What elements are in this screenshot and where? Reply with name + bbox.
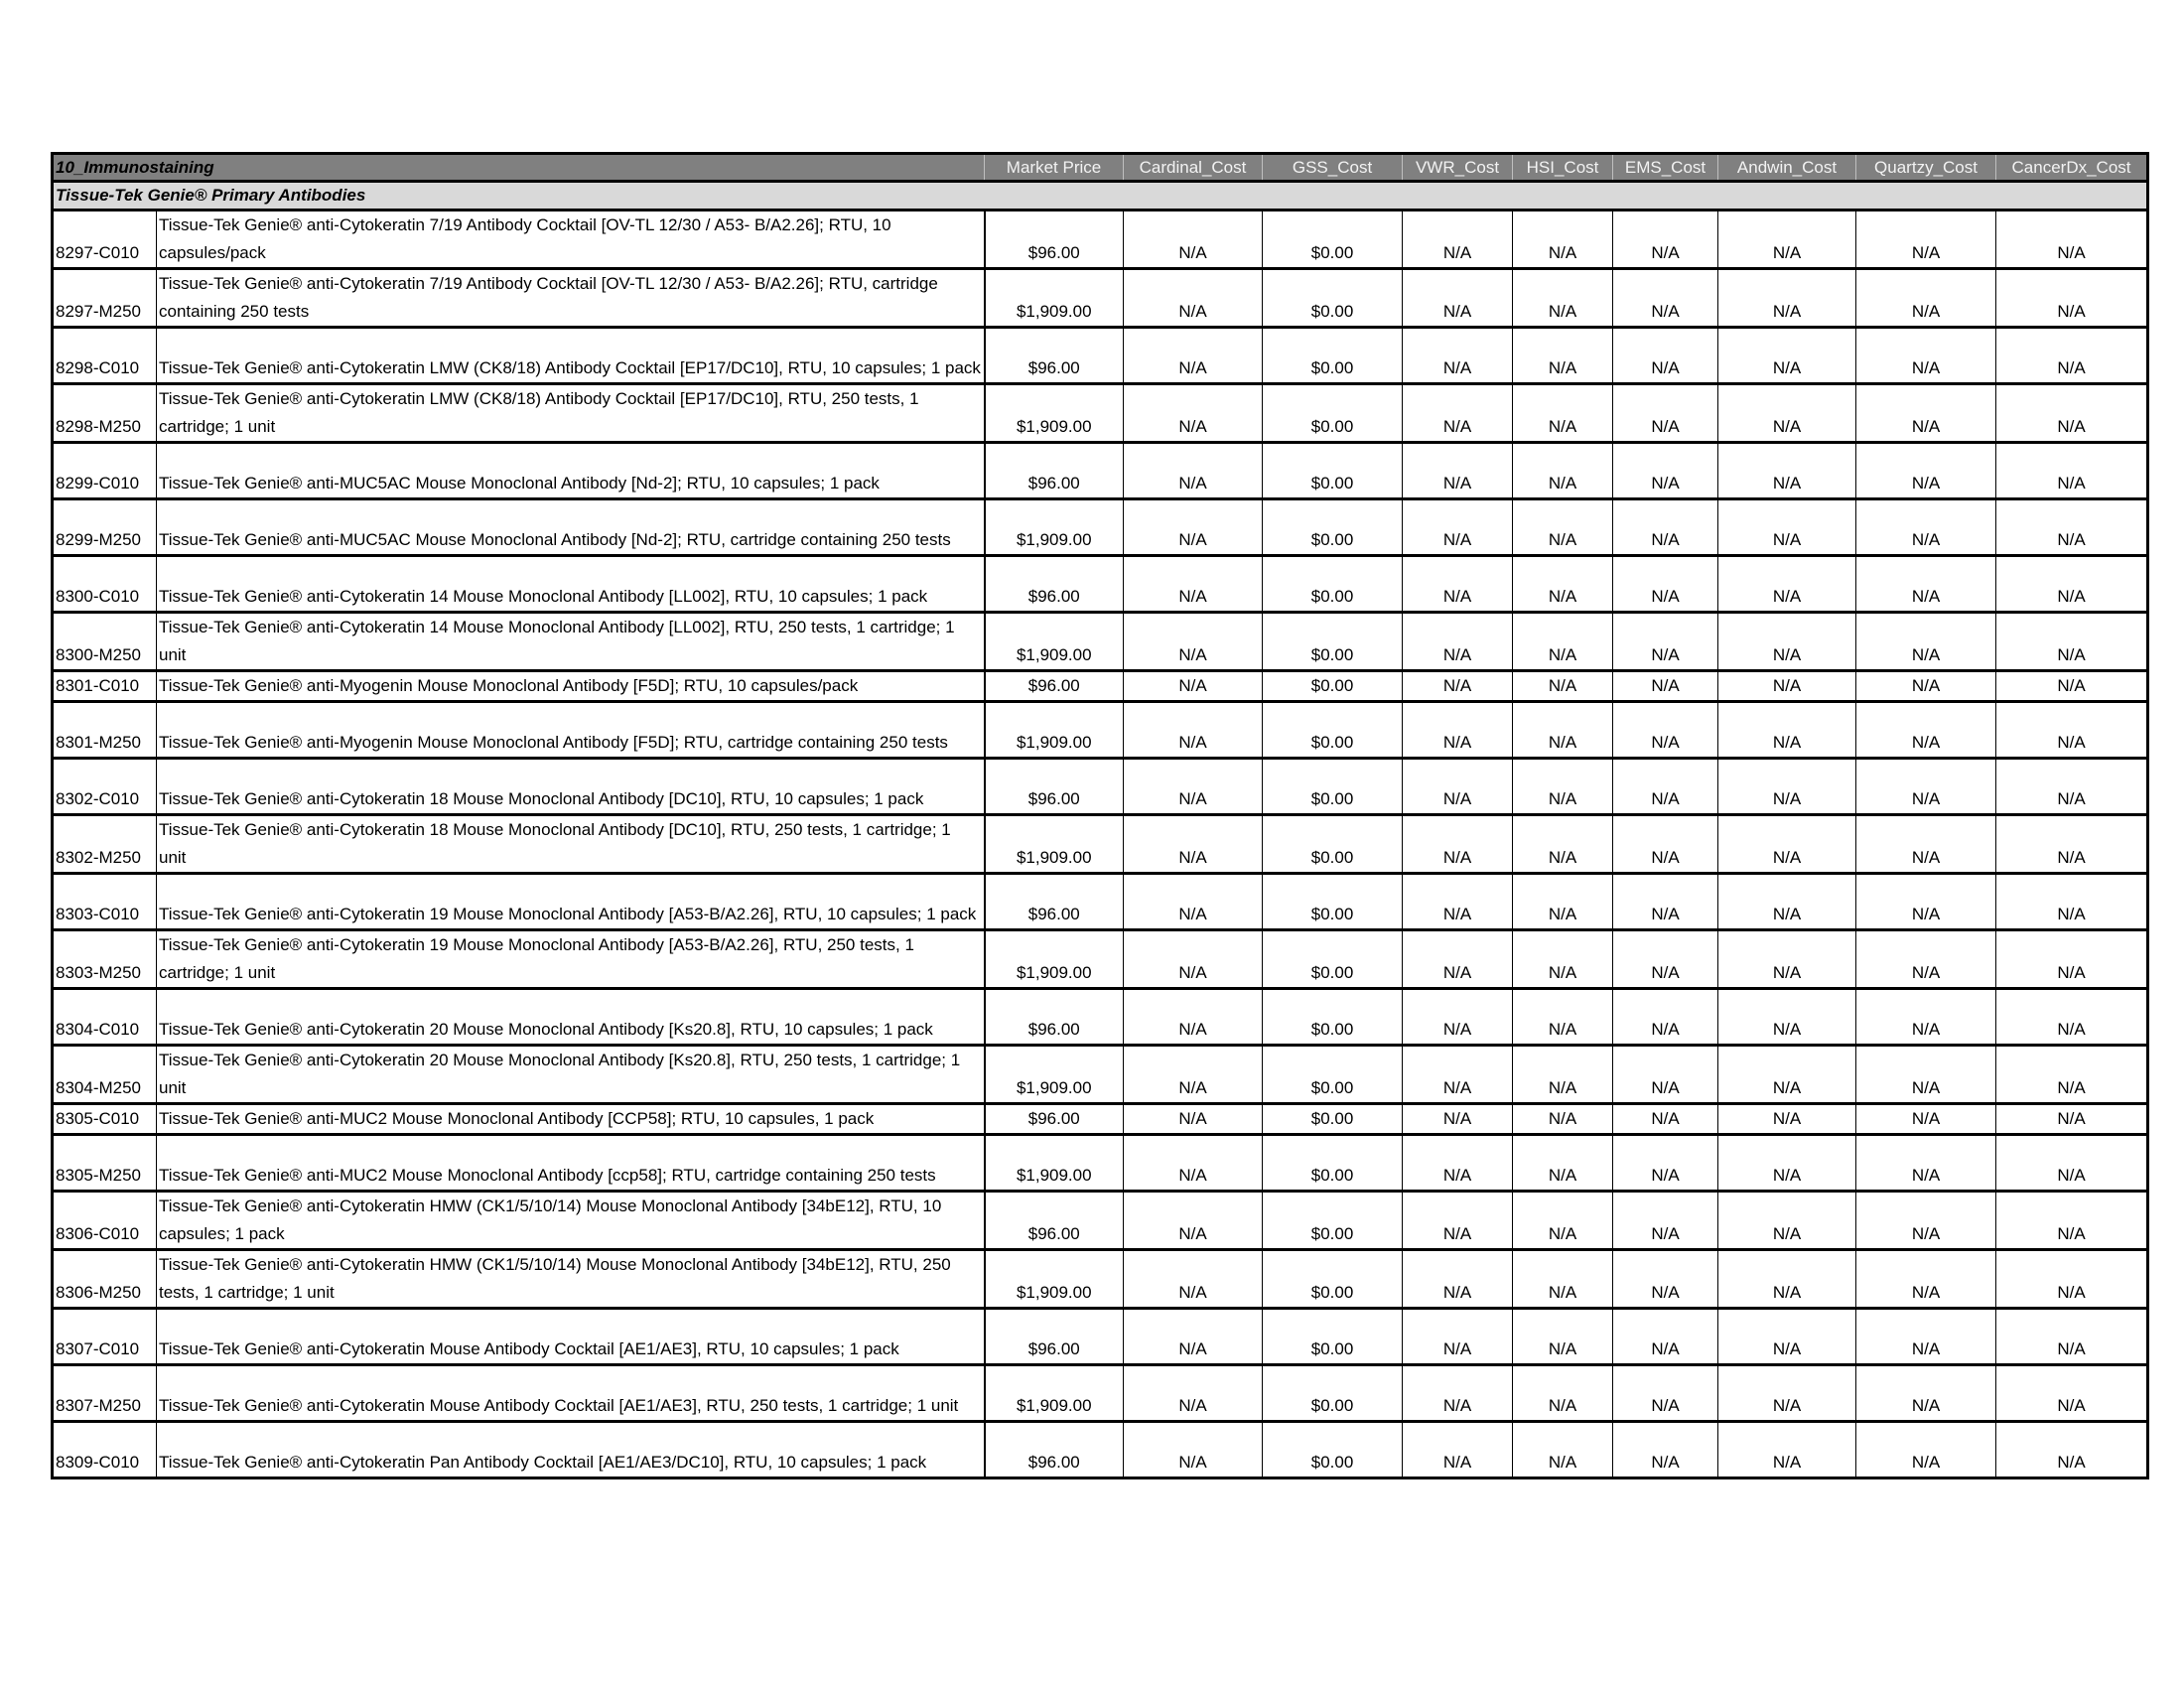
ems-cost-cell: N/A	[1613, 384, 1718, 443]
andwin-cost-cell: N/A	[1718, 1104, 1856, 1135]
andwin-cost-cell: N/A	[1718, 815, 1856, 874]
table-row	[53, 384, 2148, 443]
ems-cost-cell: N/A	[1613, 1135, 1718, 1192]
gss-cost-cell: $0.00	[1263, 1192, 1403, 1250]
column-header-ems-cost: EMS_Cost	[1613, 154, 1718, 182]
hsi-cost-cell: N/A	[1513, 556, 1613, 613]
price-table	[51, 152, 2149, 1479]
sku-cell: 8298-M250	[53, 384, 157, 443]
market-price-cell: $96.00	[985, 874, 1124, 930]
cardinal-cost-cell: N/A	[1124, 269, 1263, 328]
sku-cell: 8299-M250	[53, 499, 157, 556]
hsi-cost-cell: N/A	[1513, 1250, 1613, 1309]
andwin-cost-cell: N/A	[1718, 1365, 1856, 1422]
table-row	[53, 1422, 2148, 1478]
description-cell: Tissue-Tek Genie® anti-Cytokeratin 20 Mouse Monoclonal Antibody [Ks20.8], RTU, 10 capsules; 1 pack	[157, 989, 985, 1046]
sku-cell: 8301-M250	[53, 702, 157, 759]
description-cell: Tissue-Tek Genie® anti-Cytokeratin 19 Mouse Monoclonal Antibody [A53-B/A2.26], RTU, 10 capsules; 1 pack	[157, 874, 985, 930]
vwr-cost-cell: N/A	[1403, 328, 1513, 384]
cancerdx-cost-cell: N/A	[1996, 1192, 2148, 1250]
sku-cell: 8299-C010	[53, 443, 157, 499]
market-price-cell: $96.00	[985, 759, 1124, 815]
vwr-cost-cell: N/A	[1403, 1422, 1513, 1478]
market-price-cell: $1,909.00	[985, 930, 1124, 989]
cardinal-cost-cell: N/A	[1124, 443, 1263, 499]
gss-cost-cell: $0.00	[1263, 702, 1403, 759]
description-cell: Tissue-Tek Genie® anti-Cytokeratin LMW (CK8/18) Antibody Cocktail [EP17/DC10], RTU, 250 tests, 1 cartridge; 1 unit	[157, 384, 985, 443]
cardinal-cost-cell: N/A	[1124, 556, 1263, 613]
quartzy-cost-cell: N/A	[1856, 1309, 1996, 1365]
quartzy-cost-cell: N/A	[1856, 671, 1996, 702]
cancerdx-cost-cell: N/A	[1996, 613, 2148, 671]
cancerdx-cost-cell: N/A	[1996, 989, 2148, 1046]
sku-cell: 8309-C010	[53, 1422, 157, 1478]
market-price-cell: $1,909.00	[985, 1365, 1124, 1422]
market-price-cell: $96.00	[985, 671, 1124, 702]
cardinal-cost-cell: N/A	[1124, 613, 1263, 671]
andwin-cost-cell: N/A	[1718, 671, 1856, 702]
table-row	[53, 1046, 2148, 1104]
andwin-cost-cell: N/A	[1718, 556, 1856, 613]
vwr-cost-cell: N/A	[1403, 613, 1513, 671]
cancerdx-cost-cell: N/A	[1996, 328, 2148, 384]
quartzy-cost-cell: N/A	[1856, 1135, 1996, 1192]
market-price-cell: $96.00	[985, 1104, 1124, 1135]
gss-cost-cell: $0.00	[1263, 989, 1403, 1046]
gss-cost-cell: $0.00	[1263, 211, 1403, 269]
andwin-cost-cell: N/A	[1718, 211, 1856, 269]
ems-cost-cell: N/A	[1613, 499, 1718, 556]
market-price-cell: $96.00	[985, 1309, 1124, 1365]
description-cell: Tissue-Tek Genie® anti-Cytokeratin Pan Antibody Cocktail [AE1/AE3/DC10], RTU, 10 capsules; 1 pack	[157, 1422, 985, 1478]
ems-cost-cell: N/A	[1613, 1422, 1718, 1478]
description-cell: Tissue-Tek Genie® anti-Cytokeratin Mouse Antibody Cocktail [AE1/AE3], RTU, 10 capsules; 1 pack	[157, 1309, 985, 1365]
hsi-cost-cell: N/A	[1513, 1422, 1613, 1478]
cardinal-cost-cell: N/A	[1124, 702, 1263, 759]
gss-cost-cell: $0.00	[1263, 384, 1403, 443]
description-cell: Tissue-Tek Genie® anti-MUC2 Mouse Monoclonal Antibody [ccp58]; RTU, cartridge containing 250 tests	[157, 1135, 985, 1192]
market-price-cell: $1,909.00	[985, 702, 1124, 759]
cardinal-cost-cell: N/A	[1124, 930, 1263, 989]
table-row	[53, 443, 2148, 499]
market-price-cell: $96.00	[985, 211, 1124, 269]
hsi-cost-cell: N/A	[1513, 759, 1613, 815]
table-row	[53, 1250, 2148, 1309]
section-title: 10_Immunostaining	[53, 154, 985, 182]
table-row	[53, 211, 2148, 269]
table-row	[53, 930, 2148, 989]
description-cell: Tissue-Tek Genie® anti-Cytokeratin 14 Mouse Monoclonal Antibody [LL002], RTU, 10 capsules; 1 pack	[157, 556, 985, 613]
sku-cell: 8306-M250	[53, 1250, 157, 1309]
market-price-cell: $1,909.00	[985, 384, 1124, 443]
cancerdx-cost-cell: N/A	[1996, 556, 2148, 613]
description-cell: Tissue-Tek Genie® anti-Cytokeratin 18 Mouse Monoclonal Antibody [DC10], RTU, 250 tests, 1 cartridge; 1 unit	[157, 815, 985, 874]
gss-cost-cell: $0.00	[1263, 759, 1403, 815]
table-row	[53, 269, 2148, 328]
vwr-cost-cell: N/A	[1403, 1046, 1513, 1104]
cardinal-cost-cell: N/A	[1124, 1250, 1263, 1309]
quartzy-cost-cell: N/A	[1856, 556, 1996, 613]
gss-cost-cell: $0.00	[1263, 1046, 1403, 1104]
vwr-cost-cell: N/A	[1403, 384, 1513, 443]
ems-cost-cell: N/A	[1613, 269, 1718, 328]
cancerdx-cost-cell: N/A	[1996, 1422, 2148, 1478]
sku-cell: 8303-M250	[53, 930, 157, 989]
ems-cost-cell: N/A	[1613, 1250, 1718, 1309]
table-row	[53, 1309, 2148, 1365]
ems-cost-cell: N/A	[1613, 930, 1718, 989]
hsi-cost-cell: N/A	[1513, 930, 1613, 989]
vwr-cost-cell: N/A	[1403, 1309, 1513, 1365]
gss-cost-cell: $0.00	[1263, 1135, 1403, 1192]
andwin-cost-cell: N/A	[1718, 1309, 1856, 1365]
description-cell: Tissue-Tek Genie® anti-Cytokeratin 20 Mouse Monoclonal Antibody [Ks20.8], RTU, 250 tests, 1 cartridge; 1 unit	[157, 1046, 985, 1104]
sku-cell: 8298-C010	[53, 328, 157, 384]
market-price-cell: $96.00	[985, 556, 1124, 613]
quartzy-cost-cell: N/A	[1856, 443, 1996, 499]
market-price-cell: $1,909.00	[985, 1135, 1124, 1192]
vwr-cost-cell: N/A	[1403, 1192, 1513, 1250]
table-row	[53, 671, 2148, 702]
description-cell: Tissue-Tek Genie® anti-Cytokeratin Mouse Antibody Cocktail [AE1/AE3], RTU, 250 tests, 1 cartridge; 1 unit	[157, 1365, 985, 1422]
quartzy-cost-cell: N/A	[1856, 499, 1996, 556]
cardinal-cost-cell: N/A	[1124, 759, 1263, 815]
andwin-cost-cell: N/A	[1718, 989, 1856, 1046]
gss-cost-cell: $0.00	[1263, 1250, 1403, 1309]
quartzy-cost-cell: N/A	[1856, 759, 1996, 815]
column-header-vwr-cost: VWR_Cost	[1403, 154, 1513, 182]
cardinal-cost-cell: N/A	[1124, 1192, 1263, 1250]
hsi-cost-cell: N/A	[1513, 1309, 1613, 1365]
table-row	[53, 702, 2148, 759]
sku-cell: 8297-M250	[53, 269, 157, 328]
quartzy-cost-cell: N/A	[1856, 930, 1996, 989]
andwin-cost-cell: N/A	[1718, 1046, 1856, 1104]
vwr-cost-cell: N/A	[1403, 269, 1513, 328]
cancerdx-cost-cell: N/A	[1996, 269, 2148, 328]
cancerdx-cost-cell: N/A	[1996, 1250, 2148, 1309]
andwin-cost-cell: N/A	[1718, 443, 1856, 499]
ems-cost-cell: N/A	[1613, 1365, 1718, 1422]
vwr-cost-cell: N/A	[1403, 874, 1513, 930]
column-header-market-price: Market Price	[985, 154, 1124, 182]
table-row	[53, 989, 2148, 1046]
cardinal-cost-cell: N/A	[1124, 328, 1263, 384]
andwin-cost-cell: N/A	[1718, 613, 1856, 671]
ems-cost-cell: N/A	[1613, 815, 1718, 874]
category-row	[53, 182, 2148, 211]
header-row	[53, 154, 2148, 182]
gss-cost-cell: $0.00	[1263, 1309, 1403, 1365]
hsi-cost-cell: N/A	[1513, 989, 1613, 1046]
cancerdx-cost-cell: N/A	[1996, 759, 2148, 815]
vwr-cost-cell: N/A	[1403, 930, 1513, 989]
cardinal-cost-cell: N/A	[1124, 1104, 1263, 1135]
table-row	[53, 499, 2148, 556]
quartzy-cost-cell: N/A	[1856, 702, 1996, 759]
gss-cost-cell: $0.00	[1263, 328, 1403, 384]
hsi-cost-cell: N/A	[1513, 499, 1613, 556]
description-cell: Tissue-Tek Genie® anti-MUC2 Mouse Monoclonal Antibody [CCP58]; RTU, 10 capsules, 1 pack	[157, 1104, 985, 1135]
quartzy-cost-cell: N/A	[1856, 989, 1996, 1046]
andwin-cost-cell: N/A	[1718, 328, 1856, 384]
andwin-cost-cell: N/A	[1718, 874, 1856, 930]
gss-cost-cell: $0.00	[1263, 671, 1403, 702]
quartzy-cost-cell: N/A	[1856, 1422, 1996, 1478]
market-price-cell: $96.00	[985, 989, 1124, 1046]
gss-cost-cell: $0.00	[1263, 269, 1403, 328]
vwr-cost-cell: N/A	[1403, 815, 1513, 874]
sku-cell: 8302-M250	[53, 815, 157, 874]
andwin-cost-cell: N/A	[1718, 702, 1856, 759]
andwin-cost-cell: N/A	[1718, 384, 1856, 443]
hsi-cost-cell: N/A	[1513, 384, 1613, 443]
sku-cell: 8304-C010	[53, 989, 157, 1046]
vwr-cost-cell: N/A	[1403, 211, 1513, 269]
sku-cell: 8305-C010	[53, 1104, 157, 1135]
quartzy-cost-cell: N/A	[1856, 1192, 1996, 1250]
cardinal-cost-cell: N/A	[1124, 211, 1263, 269]
cancerdx-cost-cell: N/A	[1996, 443, 2148, 499]
gss-cost-cell: $0.00	[1263, 874, 1403, 930]
cardinal-cost-cell: N/A	[1124, 1046, 1263, 1104]
description-cell: Tissue-Tek Genie® anti-Cytokeratin HMW (CK1/5/10/14) Mouse Monoclonal Antibody [34bE12], RTU, 250 tests, 1 cartridge; 1 unit	[157, 1250, 985, 1309]
table-row	[53, 328, 2148, 384]
gss-cost-cell: $0.00	[1263, 930, 1403, 989]
column-header-quartzy-cost: Quartzy_Cost	[1856, 154, 1996, 182]
ems-cost-cell: N/A	[1613, 556, 1718, 613]
gss-cost-cell: $0.00	[1263, 1422, 1403, 1478]
quartzy-cost-cell: N/A	[1856, 613, 1996, 671]
gss-cost-cell: $0.00	[1263, 613, 1403, 671]
sku-cell: 8300-M250	[53, 613, 157, 671]
hsi-cost-cell: N/A	[1513, 269, 1613, 328]
table-row	[53, 874, 2148, 930]
hsi-cost-cell: N/A	[1513, 211, 1613, 269]
quartzy-cost-cell: N/A	[1856, 328, 1996, 384]
quartzy-cost-cell: N/A	[1856, 269, 1996, 328]
sku-cell: 8302-C010	[53, 759, 157, 815]
vwr-cost-cell: N/A	[1403, 1104, 1513, 1135]
cardinal-cost-cell: N/A	[1124, 815, 1263, 874]
quartzy-cost-cell: N/A	[1856, 1046, 1996, 1104]
description-cell: Tissue-Tek Genie® anti-Cytokeratin HMW (CK1/5/10/14) Mouse Monoclonal Antibody [34bE12], RTU, 10 capsules; 1 pack	[157, 1192, 985, 1250]
cardinal-cost-cell: N/A	[1124, 1309, 1263, 1365]
ems-cost-cell: N/A	[1613, 671, 1718, 702]
andwin-cost-cell: N/A	[1718, 1422, 1856, 1478]
cancerdx-cost-cell: N/A	[1996, 384, 2148, 443]
quartzy-cost-cell: N/A	[1856, 1365, 1996, 1422]
column-header-cardinal-cost: Cardinal_Cost	[1124, 154, 1263, 182]
gss-cost-cell: $0.00	[1263, 443, 1403, 499]
price-sheet	[51, 152, 2146, 1479]
quartzy-cost-cell: N/A	[1856, 384, 1996, 443]
ems-cost-cell: N/A	[1613, 1046, 1718, 1104]
table-row	[53, 1192, 2148, 1250]
quartzy-cost-cell: N/A	[1856, 874, 1996, 930]
cancerdx-cost-cell: N/A	[1996, 1104, 2148, 1135]
quartzy-cost-cell: N/A	[1856, 815, 1996, 874]
cancerdx-cost-cell: N/A	[1996, 1046, 2148, 1104]
sku-cell: 8300-C010	[53, 556, 157, 613]
hsi-cost-cell: N/A	[1513, 815, 1613, 874]
table-row	[53, 613, 2148, 671]
gss-cost-cell: $0.00	[1263, 499, 1403, 556]
gss-cost-cell: $0.00	[1263, 1104, 1403, 1135]
cancerdx-cost-cell: N/A	[1996, 702, 2148, 759]
hsi-cost-cell: N/A	[1513, 1192, 1613, 1250]
gss-cost-cell: $0.00	[1263, 1365, 1403, 1422]
ems-cost-cell: N/A	[1613, 702, 1718, 759]
sku-cell: 8307-M250	[53, 1365, 157, 1422]
cardinal-cost-cell: N/A	[1124, 1365, 1263, 1422]
column-header-andwin-cost: Andwin_Cost	[1718, 154, 1856, 182]
hsi-cost-cell: N/A	[1513, 443, 1613, 499]
ems-cost-cell: N/A	[1613, 874, 1718, 930]
sku-cell: 8306-C010	[53, 1192, 157, 1250]
andwin-cost-cell: N/A	[1718, 499, 1856, 556]
ems-cost-cell: N/A	[1613, 1192, 1718, 1250]
cardinal-cost-cell: N/A	[1124, 499, 1263, 556]
hsi-cost-cell: N/A	[1513, 671, 1613, 702]
market-price-cell: $1,909.00	[985, 1046, 1124, 1104]
vwr-cost-cell: N/A	[1403, 671, 1513, 702]
sku-cell: 8303-C010	[53, 874, 157, 930]
gss-cost-cell: $0.00	[1263, 556, 1403, 613]
column-header-gss-cost: GSS_Cost	[1263, 154, 1403, 182]
cardinal-cost-cell: N/A	[1124, 1135, 1263, 1192]
cancerdx-cost-cell: N/A	[1996, 1365, 2148, 1422]
market-price-cell: $1,909.00	[985, 613, 1124, 671]
market-price-cell: $1,909.00	[985, 499, 1124, 556]
market-price-cell: $1,909.00	[985, 269, 1124, 328]
cancerdx-cost-cell: N/A	[1996, 815, 2148, 874]
description-cell: Tissue-Tek Genie® anti-Cytokeratin 7/19 Antibody Cocktail [OV-TL 12/30 / A53- B/A2.26]; RTU, 10 capsules/pack	[157, 211, 985, 269]
description-cell: Tissue-Tek Genie® anti-Cytokeratin LMW (CK8/18) Antibody Cocktail [EP17/DC10], RTU, 10 capsules; 1 pack	[157, 328, 985, 384]
sku-cell: 8304-M250	[53, 1046, 157, 1104]
description-cell: Tissue-Tek Genie® anti-Myogenin Mouse Monoclonal Antibody [F5D]; RTU, cartridge containing 250 tests	[157, 702, 985, 759]
vwr-cost-cell: N/A	[1403, 1365, 1513, 1422]
ems-cost-cell: N/A	[1613, 1104, 1718, 1135]
hsi-cost-cell: N/A	[1513, 1365, 1613, 1422]
description-cell: Tissue-Tek Genie® anti-Cytokeratin 7/19 Antibody Cocktail [OV-TL 12/30 / A53- B/A2.26]; RTU, cartridge containing 250 tests	[157, 269, 985, 328]
market-price-cell: $96.00	[985, 328, 1124, 384]
ems-cost-cell: N/A	[1613, 328, 1718, 384]
table-row	[53, 759, 2148, 815]
vwr-cost-cell: N/A	[1403, 759, 1513, 815]
description-cell: Tissue-Tek Genie® anti-MUC5AC Mouse Monoclonal Antibody [Nd-2]; RTU, 10 capsules; 1 pack	[157, 443, 985, 499]
sku-cell: 8305-M250	[53, 1135, 157, 1192]
cancerdx-cost-cell: N/A	[1996, 211, 2148, 269]
description-cell: Tissue-Tek Genie® anti-Cytokeratin 14 Mouse Monoclonal Antibody [LL002], RTU, 250 tests, 1 cartridge; 1 unit	[157, 613, 985, 671]
hsi-cost-cell: N/A	[1513, 702, 1613, 759]
cancerdx-cost-cell: N/A	[1996, 1309, 2148, 1365]
cancerdx-cost-cell: N/A	[1996, 874, 2148, 930]
gss-cost-cell: $0.00	[1263, 815, 1403, 874]
ems-cost-cell: N/A	[1613, 211, 1718, 269]
hsi-cost-cell: N/A	[1513, 1104, 1613, 1135]
ems-cost-cell: N/A	[1613, 443, 1718, 499]
vwr-cost-cell: N/A	[1403, 989, 1513, 1046]
vwr-cost-cell: N/A	[1403, 556, 1513, 613]
hsi-cost-cell: N/A	[1513, 1046, 1613, 1104]
vwr-cost-cell: N/A	[1403, 1250, 1513, 1309]
vwr-cost-cell: N/A	[1403, 443, 1513, 499]
cancerdx-cost-cell: N/A	[1996, 930, 2148, 989]
andwin-cost-cell: N/A	[1718, 269, 1856, 328]
market-price-cell: $96.00	[985, 1422, 1124, 1478]
andwin-cost-cell: N/A	[1718, 759, 1856, 815]
hsi-cost-cell: N/A	[1513, 874, 1613, 930]
cardinal-cost-cell: N/A	[1124, 874, 1263, 930]
table-row	[53, 815, 2148, 874]
vwr-cost-cell: N/A	[1403, 1135, 1513, 1192]
ems-cost-cell: N/A	[1613, 613, 1718, 671]
hsi-cost-cell: N/A	[1513, 1135, 1613, 1192]
cancerdx-cost-cell: N/A	[1996, 1135, 2148, 1192]
quartzy-cost-cell: N/A	[1856, 1250, 1996, 1309]
cardinal-cost-cell: N/A	[1124, 1422, 1263, 1478]
sku-cell: 8307-C010	[53, 1309, 157, 1365]
andwin-cost-cell: N/A	[1718, 1192, 1856, 1250]
table-row	[53, 1135, 2148, 1192]
andwin-cost-cell: N/A	[1718, 1250, 1856, 1309]
cardinal-cost-cell: N/A	[1124, 384, 1263, 443]
description-cell: Tissue-Tek Genie® anti-Cytokeratin 19 Mouse Monoclonal Antibody [A53-B/A2.26], RTU, 250 tests, 1 cartridge; 1 unit	[157, 930, 985, 989]
cardinal-cost-cell: N/A	[1124, 989, 1263, 1046]
column-header-hsi-cost: HSI_Cost	[1513, 154, 1613, 182]
sku-cell: 8297-C010	[53, 211, 157, 269]
hsi-cost-cell: N/A	[1513, 328, 1613, 384]
ems-cost-cell: N/A	[1613, 1309, 1718, 1365]
table-row	[53, 556, 2148, 613]
description-cell: Tissue-Tek Genie® anti-Myogenin Mouse Monoclonal Antibody [F5D]; RTU, 10 capsules/pack	[157, 671, 985, 702]
description-cell: Tissue-Tek Genie® anti-Cytokeratin 18 Mouse Monoclonal Antibody [DC10], RTU, 10 capsules; 1 pack	[157, 759, 985, 815]
ems-cost-cell: N/A	[1613, 759, 1718, 815]
vwr-cost-cell: N/A	[1403, 499, 1513, 556]
cardinal-cost-cell: N/A	[1124, 671, 1263, 702]
table-row	[53, 1104, 2148, 1135]
andwin-cost-cell: N/A	[1718, 1135, 1856, 1192]
market-price-cell: $96.00	[985, 1192, 1124, 1250]
table-row	[53, 1365, 2148, 1422]
market-price-cell: $1,909.00	[985, 815, 1124, 874]
sku-cell: 8301-C010	[53, 671, 157, 702]
quartzy-cost-cell: N/A	[1856, 211, 1996, 269]
ems-cost-cell: N/A	[1613, 989, 1718, 1046]
cancerdx-cost-cell: N/A	[1996, 499, 2148, 556]
cancerdx-cost-cell: N/A	[1996, 671, 2148, 702]
category-label: Tissue-Tek Genie® Primary Antibodies	[53, 182, 2148, 211]
vwr-cost-cell: N/A	[1403, 702, 1513, 759]
andwin-cost-cell: N/A	[1718, 930, 1856, 989]
column-header-cancerdx-cost: CancerDx_Cost	[1996, 154, 2148, 182]
quartzy-cost-cell: N/A	[1856, 1104, 1996, 1135]
market-price-cell: $96.00	[985, 443, 1124, 499]
market-price-cell: $1,909.00	[985, 1250, 1124, 1309]
hsi-cost-cell: N/A	[1513, 613, 1613, 671]
description-cell: Tissue-Tek Genie® anti-MUC5AC Mouse Monoclonal Antibody [Nd-2]; RTU, cartridge containing 250 tests	[157, 499, 985, 556]
